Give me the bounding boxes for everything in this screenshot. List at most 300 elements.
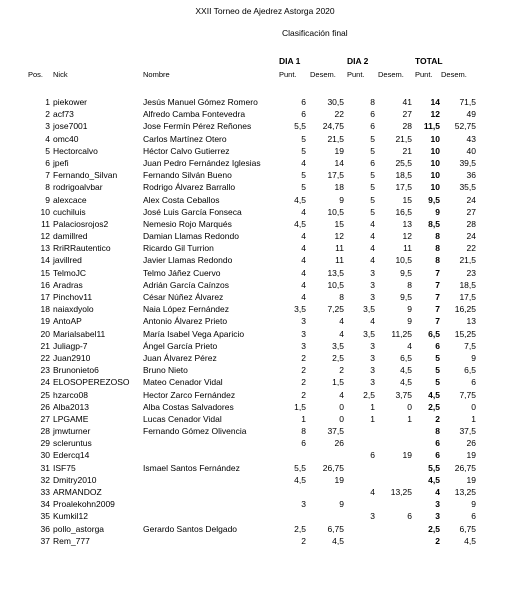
cell-pos: 4 bbox=[45, 133, 50, 144]
cell-punt-dia1: 4,5 bbox=[294, 474, 306, 485]
cell-nombre: Juan Álvarez Pérez bbox=[143, 352, 217, 363]
cell-punt-dia2: 6 bbox=[370, 109, 375, 120]
cell-pos: 16 bbox=[40, 279, 50, 290]
cell-pos: 33 bbox=[40, 487, 50, 497]
cell-punt-total: 8 bbox=[435, 231, 440, 242]
cell-nombre: Héctor Calvo Gutierrez bbox=[143, 145, 230, 156]
document-title: XXII Torneo de Ajedrez Astorga 2020 bbox=[195, 6, 335, 16]
cell-punt-dia2: 3 bbox=[370, 340, 375, 351]
cell-desem-total: 6,75 bbox=[459, 523, 476, 534]
cell-nick: ELOSOPEREZOSO bbox=[53, 377, 130, 388]
cell-desem-total: 16,25 bbox=[454, 304, 476, 315]
table-row bbox=[0, 535, 530, 547]
cell-pos: 8 bbox=[45, 182, 50, 193]
cell-desem-total: 28 bbox=[466, 218, 476, 229]
cell-desem-total: 27 bbox=[466, 206, 476, 217]
cell-desem-total: 9 bbox=[471, 352, 476, 363]
table-row bbox=[0, 279, 530, 291]
cell-desem-total: 52,75 bbox=[454, 121, 476, 132]
cell-pos: 1 bbox=[45, 97, 50, 107]
cell-punt-dia1: 4 bbox=[301, 267, 306, 278]
cell-nick: scleruntus bbox=[53, 438, 92, 449]
cell-desem-total: 22 bbox=[466, 243, 476, 254]
cell-nombre: Bruno Nieto bbox=[143, 365, 188, 376]
cell-punt-dia1: 4,5 bbox=[294, 194, 306, 205]
cell-desem-total: 15,25 bbox=[454, 328, 476, 339]
table-row bbox=[0, 218, 530, 230]
cell-nombre: Carlos Martínez Otero bbox=[143, 133, 227, 144]
cell-nick: jpefi bbox=[53, 157, 69, 168]
table-row bbox=[0, 230, 530, 242]
group-header-total: TOTAL bbox=[415, 56, 443, 66]
cell-nombre: Nemesio Rojo Marqués bbox=[143, 218, 232, 229]
cell-desem-dia2: 11,25 bbox=[391, 328, 412, 339]
cell-punt-dia2: 4 bbox=[370, 316, 375, 327]
cell-punt-dia1: 3 bbox=[301, 316, 306, 327]
column-header-nombre: Nombre bbox=[143, 70, 170, 79]
cell-punt-dia1: 4 bbox=[301, 157, 306, 168]
cell-desem-dia2: 27 bbox=[402, 109, 412, 120]
cell-desem-dia1: 9 bbox=[339, 499, 344, 510]
cell-pos: 24 bbox=[40, 377, 50, 388]
cell-pos: 12 bbox=[40, 231, 50, 242]
cell-desem-total: 24 bbox=[466, 194, 476, 205]
cell-nick: TelmoJC bbox=[53, 267, 87, 278]
cell-punt-total: 5,5 bbox=[428, 462, 440, 473]
cell-nick: LPGAME bbox=[53, 413, 89, 424]
cell-nick: Kumkil12 bbox=[53, 511, 88, 522]
cell-desem-dia2: 19 bbox=[402, 450, 412, 461]
cell-nick: alexcace bbox=[53, 194, 87, 205]
cell-punt-dia1: 2,5 bbox=[294, 523, 306, 534]
table-row bbox=[0, 364, 530, 376]
cell-pos: 27 bbox=[40, 413, 50, 424]
cell-pos: 23 bbox=[40, 365, 50, 376]
cell-desem-dia2: 13,25 bbox=[390, 487, 412, 497]
column-header-pos: Pos. bbox=[28, 70, 44, 79]
cell-desem-total: 36 bbox=[466, 170, 476, 181]
cell-punt-dia1: 2 bbox=[301, 365, 306, 376]
cell-punt-dia1: 5,5 bbox=[294, 121, 306, 132]
cell-punt-total: 6,5 bbox=[428, 328, 440, 339]
cell-punt-total: 8 bbox=[435, 243, 440, 254]
cell-punt-total: 7 bbox=[435, 304, 440, 315]
cell-pos: 19 bbox=[40, 316, 50, 327]
cell-desem-dia2: 18,5 bbox=[395, 170, 412, 181]
cell-desem-dia2: 11 bbox=[403, 243, 412, 254]
cell-punt-total: 8 bbox=[435, 426, 440, 437]
cell-punt-total: 2 bbox=[435, 413, 440, 424]
cell-desem-dia2: 25,5 bbox=[395, 157, 412, 168]
table-row bbox=[0, 96, 530, 108]
column-header-desem-total: Desem. bbox=[441, 70, 467, 79]
cell-punt-dia2: 3 bbox=[370, 365, 375, 376]
cell-desem-dia2: 4,5 bbox=[400, 377, 412, 388]
cell-desem-dia1: 11 bbox=[335, 255, 344, 266]
cell-punt-total: 5 bbox=[435, 365, 440, 376]
cell-nombre: Adrián García Caínzos bbox=[143, 279, 229, 290]
cell-nombre: Ricardo Gil Turrion bbox=[143, 243, 214, 254]
cell-pos: 2 bbox=[45, 109, 50, 120]
cell-pos: 21 bbox=[40, 340, 50, 351]
cell-desem-dia1: 4 bbox=[339, 328, 344, 339]
cell-punt-dia1: 4 bbox=[301, 292, 306, 302]
cell-punt-dia1: 5 bbox=[301, 170, 306, 181]
cell-desem-dia1: 1,5 bbox=[332, 377, 344, 388]
cell-pos: 20 bbox=[40, 328, 50, 339]
cell-desem-total: 49 bbox=[466, 109, 476, 120]
cell-desem-total: 39,5 bbox=[459, 157, 476, 168]
cell-punt-dia2: 4 bbox=[370, 487, 375, 497]
cell-desem-total: 1 bbox=[471, 413, 476, 424]
cell-pos: 26 bbox=[40, 401, 50, 412]
cell-punt-total: 2,5 bbox=[428, 523, 440, 534]
cell-punt-dia2: 1 bbox=[370, 401, 375, 412]
cell-desem-total: 26,75 bbox=[454, 462, 476, 473]
cell-nick: Palaciosrojos2 bbox=[53, 218, 109, 229]
cell-punt-total: 3 bbox=[435, 499, 440, 510]
cell-nombre: Juan Pedro Fernández Iglesias bbox=[143, 157, 261, 168]
table-row bbox=[0, 425, 530, 437]
cell-nick: AntoAP bbox=[53, 316, 82, 327]
cell-desem-dia1: 17,5 bbox=[327, 170, 344, 181]
cell-punt-total: 6 bbox=[435, 438, 440, 449]
cell-nick: acf73 bbox=[53, 109, 74, 120]
cell-nombre: Alba Costas Salvadores bbox=[143, 401, 234, 412]
cell-punt-dia1: 4 bbox=[301, 206, 306, 217]
table-row bbox=[0, 242, 530, 254]
cell-punt-total: 9 bbox=[435, 206, 440, 217]
cell-nombre: Jesús Manuel Gómez Romero bbox=[143, 97, 258, 107]
cell-pos: 28 bbox=[40, 426, 50, 437]
cell-punt-total: 9,5 bbox=[428, 194, 440, 205]
cell-punt-dia1: 4 bbox=[301, 231, 306, 242]
cell-pos: 29 bbox=[40, 438, 50, 449]
cell-desem-dia1: 21,5 bbox=[327, 133, 344, 144]
cell-desem-dia1: 2 bbox=[339, 365, 344, 376]
cell-punt-dia1: 3,5 bbox=[294, 304, 306, 315]
cell-desem-dia1: 12 bbox=[334, 231, 344, 242]
cell-desem-dia1: 0 bbox=[339, 401, 344, 412]
cell-nick: cuchiluis bbox=[53, 206, 86, 217]
cell-nick: Hectorcalvo bbox=[53, 145, 98, 156]
cell-nick: jmwturner bbox=[53, 426, 91, 437]
cell-desem-dia1: 15 bbox=[334, 218, 344, 229]
cell-desem-total: 17,5 bbox=[459, 292, 476, 302]
cell-nombre: César Núñez Álvarez bbox=[143, 292, 224, 302]
cell-punt-total: 4 bbox=[435, 487, 440, 497]
cell-punt-dia2: 3 bbox=[370, 292, 375, 302]
cell-punt-dia1: 4 bbox=[301, 255, 306, 266]
cell-desem-dia2: 17,5 bbox=[395, 182, 412, 193]
cell-punt-dia2: 5 bbox=[370, 206, 375, 217]
cell-punt-total: 2,5 bbox=[428, 401, 440, 412]
cell-desem-dia2: 13 bbox=[402, 218, 412, 229]
table-row bbox=[0, 486, 530, 498]
cell-nombre: Mateo Cenador Vidal bbox=[143, 377, 223, 388]
cell-punt-dia2: 6 bbox=[370, 157, 375, 168]
cell-punt-total: 12 bbox=[430, 109, 440, 120]
cell-nombre: Gerardo Santos Delgado bbox=[143, 523, 238, 534]
cell-punt-dia2: 3 bbox=[370, 267, 375, 278]
cell-desem-dia1: 2,5 bbox=[332, 352, 344, 363]
cell-punt-total: 5 bbox=[435, 377, 440, 388]
cell-punt-total: 10 bbox=[430, 133, 440, 144]
group-header-dia2: DIA 2 bbox=[347, 56, 369, 66]
cell-desem-total: 40 bbox=[466, 145, 476, 156]
column-header-nick: Nick bbox=[53, 70, 68, 79]
cell-desem-dia2: 9 bbox=[407, 304, 412, 315]
cell-desem-dia2: 4 bbox=[407, 340, 412, 351]
cell-desem-total: 26 bbox=[466, 438, 476, 449]
cell-desem-total: 0 bbox=[471, 401, 476, 412]
cell-desem-total: 19 bbox=[466, 450, 476, 461]
cell-punt-total: 14 bbox=[430, 97, 440, 107]
cell-pos: 9 bbox=[45, 194, 50, 205]
table-row bbox=[0, 340, 530, 352]
cell-punt-dia2: 3 bbox=[370, 511, 375, 522]
table-row bbox=[0, 108, 530, 120]
cell-desem-total: 37,5 bbox=[459, 426, 476, 437]
cell-nick: jose7001 bbox=[53, 121, 88, 132]
cell-desem-dia1: 26 bbox=[334, 438, 344, 449]
cell-pos: 6 bbox=[45, 157, 50, 168]
document-subtitle: Clasificación final bbox=[282, 28, 348, 38]
cell-punt-dia2: 4 bbox=[370, 243, 375, 254]
cell-punt-total: 6 bbox=[435, 450, 440, 461]
table-row bbox=[0, 145, 530, 157]
cell-punt-dia2: 6 bbox=[370, 450, 375, 461]
cell-punt-total: 10 bbox=[430, 170, 440, 181]
cell-nick: pollo_astorga bbox=[53, 523, 105, 534]
cell-punt-dia2: 5 bbox=[370, 170, 375, 181]
cell-punt-dia2: 5 bbox=[370, 133, 375, 144]
table-row bbox=[0, 352, 530, 364]
cell-pos: 36 bbox=[40, 523, 50, 534]
group-header-dia1: DIA 1 bbox=[279, 56, 301, 66]
cell-punt-dia1: 2 bbox=[301, 389, 306, 400]
cell-desem-total: 6,5 bbox=[464, 365, 476, 376]
cell-pos: 31 bbox=[40, 462, 50, 473]
cell-nick: Dmitry2010 bbox=[53, 474, 97, 485]
cell-punt-total: 7 bbox=[435, 267, 440, 278]
cell-desem-total: 13 bbox=[466, 316, 476, 327]
cell-punt-dia1: 3 bbox=[301, 340, 306, 351]
cell-desem-dia2: 8 bbox=[407, 279, 412, 290]
cell-desem-total: 19 bbox=[466, 474, 476, 485]
cell-punt-dia2: 8 bbox=[370, 97, 375, 107]
table-row bbox=[0, 498, 530, 510]
cell-punt-dia1: 4,5 bbox=[294, 218, 306, 229]
cell-desem-dia2: 9,5 bbox=[400, 267, 412, 278]
table-row bbox=[0, 523, 530, 535]
cell-punt-dia1: 3 bbox=[301, 328, 306, 339]
table-row bbox=[0, 303, 530, 315]
cell-desem-total: 24 bbox=[466, 231, 476, 242]
cell-nick: hzarco08 bbox=[53, 389, 88, 400]
cell-punt-dia2: 6 bbox=[370, 121, 375, 132]
cell-nombre: Ángel García Prieto bbox=[143, 340, 218, 351]
cell-desem-dia2: 6,5 bbox=[400, 352, 412, 363]
cell-desem-total: 21,5 bbox=[459, 255, 476, 266]
cell-desem-dia1: 19 bbox=[334, 474, 344, 485]
cell-nombre: Antonio Álvarez Prieto bbox=[143, 316, 228, 327]
cell-punt-dia1: 8 bbox=[301, 426, 306, 437]
cell-pos: 15 bbox=[40, 267, 50, 278]
table-row bbox=[0, 157, 530, 169]
column-header-punt-dia2: Punt. bbox=[347, 70, 365, 79]
table-row bbox=[0, 376, 530, 388]
cell-desem-dia1: 4 bbox=[339, 316, 344, 327]
cell-nick: naiaxdyolo bbox=[53, 304, 94, 315]
cell-punt-total: 8 bbox=[435, 255, 440, 266]
cell-desem-total: 9 bbox=[471, 499, 476, 510]
cell-nombre: Telmo Jáñez Cuervo bbox=[143, 267, 221, 278]
cell-punt-dia2: 3 bbox=[370, 352, 375, 363]
cell-punt-dia1: 2 bbox=[301, 377, 306, 388]
column-header-desem-dia1: Desem. bbox=[310, 70, 336, 79]
cell-nick: Brunonieto6 bbox=[53, 365, 99, 376]
cell-nick: RriRRautentico bbox=[53, 243, 111, 254]
column-header-punt-dia1: Punt. bbox=[279, 70, 297, 79]
cell-pos: 10 bbox=[40, 206, 50, 217]
cell-nombre: Fernando Silván Bueno bbox=[143, 170, 232, 181]
cell-nombre: Naia López Fernández bbox=[143, 304, 230, 315]
cell-punt-total: 11,5 bbox=[423, 121, 440, 132]
cell-pos: 7 bbox=[45, 170, 50, 181]
column-header-punt-total: Punt. bbox=[415, 70, 433, 79]
cell-desem-dia1: 18 bbox=[334, 182, 344, 193]
cell-punt-dia2: 2,5 bbox=[363, 389, 375, 400]
cell-desem-dia1: 11 bbox=[335, 243, 344, 254]
cell-nick: Juan2910 bbox=[53, 352, 91, 363]
cell-desem-total: 13,25 bbox=[454, 487, 476, 497]
cell-nick: Edercq14 bbox=[53, 450, 90, 461]
cell-punt-total: 4,5 bbox=[428, 389, 440, 400]
cell-desem-dia1: 8 bbox=[339, 292, 344, 302]
cell-desem-dia1: 19 bbox=[334, 145, 344, 156]
cell-desem-total: 71,5 bbox=[459, 97, 476, 107]
table-row bbox=[0, 267, 530, 279]
cell-desem-dia1: 7,25 bbox=[327, 304, 344, 315]
cell-nick: Fernando_Silvan bbox=[53, 170, 118, 181]
cell-desem-dia1: 22 bbox=[334, 109, 344, 120]
table-row bbox=[0, 401, 530, 413]
cell-punt-dia2: 3,5 bbox=[363, 328, 375, 339]
table-row bbox=[0, 206, 530, 218]
table-row bbox=[0, 181, 530, 193]
cell-punt-total: 10 bbox=[430, 182, 440, 193]
cell-punt-dia2: 4 bbox=[370, 231, 375, 242]
cell-punt-dia1: 2 bbox=[301, 535, 306, 546]
cell-desem-total: 7,75 bbox=[459, 389, 476, 400]
cell-desem-dia2: 10,5 bbox=[395, 255, 412, 266]
cell-desem-dia2: 21,5 bbox=[395, 133, 412, 144]
cell-desem-dia2: 15 bbox=[402, 194, 412, 205]
cell-nick: ISF75 bbox=[53, 462, 76, 473]
cell-punt-total: 2 bbox=[435, 535, 440, 546]
cell-punt-dia2: 3 bbox=[370, 279, 375, 290]
cell-punt-dia1: 4 bbox=[301, 279, 306, 290]
cell-nombre: Alfredo Camba Fontevedra bbox=[143, 109, 246, 120]
cell-punt-dia2: 4 bbox=[370, 218, 375, 229]
cell-nombre: Javier Llamas Redondo bbox=[143, 255, 233, 266]
cell-desem-dia2: 16,5 bbox=[395, 206, 412, 217]
cell-pos: 5 bbox=[45, 145, 50, 156]
table-row bbox=[0, 462, 530, 474]
cell-desem-dia1: 14 bbox=[334, 157, 344, 168]
cell-desem-dia2: 3,75 bbox=[395, 389, 412, 400]
table-row bbox=[0, 474, 530, 486]
cell-desem-total: 43 bbox=[466, 133, 476, 144]
cell-punt-total: 10 bbox=[430, 157, 440, 168]
cell-nombre: Damian Llamas Redondo bbox=[143, 231, 239, 242]
cell-nick: Marialsabel11 bbox=[53, 328, 106, 339]
table-row bbox=[0, 328, 530, 340]
cell-punt-dia2: 5 bbox=[370, 182, 375, 193]
cell-desem-dia1: 10,5 bbox=[327, 279, 344, 290]
cell-desem-total: 6 bbox=[471, 511, 476, 522]
cell-nick: Proalekohn2009 bbox=[53, 499, 115, 510]
cell-punt-dia1: 6 bbox=[301, 438, 306, 449]
cell-punt-total: 6 bbox=[435, 340, 440, 351]
cell-nick: Rem_777 bbox=[53, 535, 90, 546]
cell-nick: Pinchov11 bbox=[53, 292, 93, 302]
cell-desem-dia1: 37,5 bbox=[327, 426, 344, 437]
cell-desem-total: 6 bbox=[471, 377, 476, 388]
cell-desem-dia1: 30,5 bbox=[327, 97, 344, 107]
cell-desem-dia2: 0 bbox=[407, 401, 412, 412]
cell-pos: 18 bbox=[40, 304, 50, 315]
cell-nombre: Rodrigo Álvarez Barrallo bbox=[143, 182, 236, 193]
cell-desem-total: 7,5 bbox=[464, 340, 476, 351]
cell-nombre: José Luis García Fonseca bbox=[143, 206, 242, 217]
table-row bbox=[0, 194, 530, 206]
cell-desem-dia1: 26,75 bbox=[322, 462, 344, 473]
cell-pos: 3 bbox=[45, 121, 50, 132]
cell-nick: Juliagp-7 bbox=[53, 340, 88, 351]
cell-punt-total: 3 bbox=[435, 511, 440, 522]
table-row bbox=[0, 169, 530, 181]
table-row bbox=[0, 510, 530, 522]
cell-pos: 34 bbox=[40, 499, 50, 510]
cell-pos: 11 bbox=[41, 218, 50, 229]
table-row bbox=[0, 413, 530, 425]
cell-nick: omc40 bbox=[53, 133, 79, 144]
cell-desem-dia1: 10,5 bbox=[327, 206, 344, 217]
cell-nick: piekower bbox=[53, 97, 88, 107]
table-row bbox=[0, 120, 530, 132]
cell-desem-dia1: 4,5 bbox=[332, 535, 344, 546]
cell-desem-dia2: 21 bbox=[402, 145, 412, 156]
cell-punt-dia1: 6 bbox=[301, 97, 306, 107]
cell-pos: 35 bbox=[40, 511, 50, 522]
cell-nick: Aradras bbox=[53, 279, 83, 290]
cell-desem-dia2: 41 bbox=[402, 97, 412, 107]
cell-desem-dia1: 4 bbox=[339, 389, 344, 400]
cell-pos: 14 bbox=[40, 255, 50, 266]
cell-desem-dia2: 6 bbox=[407, 511, 412, 522]
cell-nombre: Lucas Cenador Vidal bbox=[143, 413, 222, 424]
cell-desem-total: 18,5 bbox=[459, 279, 476, 290]
cell-pos: 30 bbox=[40, 450, 50, 461]
cell-desem-total: 4,5 bbox=[464, 535, 476, 546]
cell-nombre: Jose Fermín Pérez Reñones bbox=[143, 121, 252, 132]
cell-punt-total: 7 bbox=[435, 279, 440, 290]
cell-punt-dia1: 5,5 bbox=[294, 462, 306, 473]
cell-desem-dia1: 0 bbox=[339, 413, 344, 424]
cell-desem-dia2: 28 bbox=[402, 121, 412, 132]
